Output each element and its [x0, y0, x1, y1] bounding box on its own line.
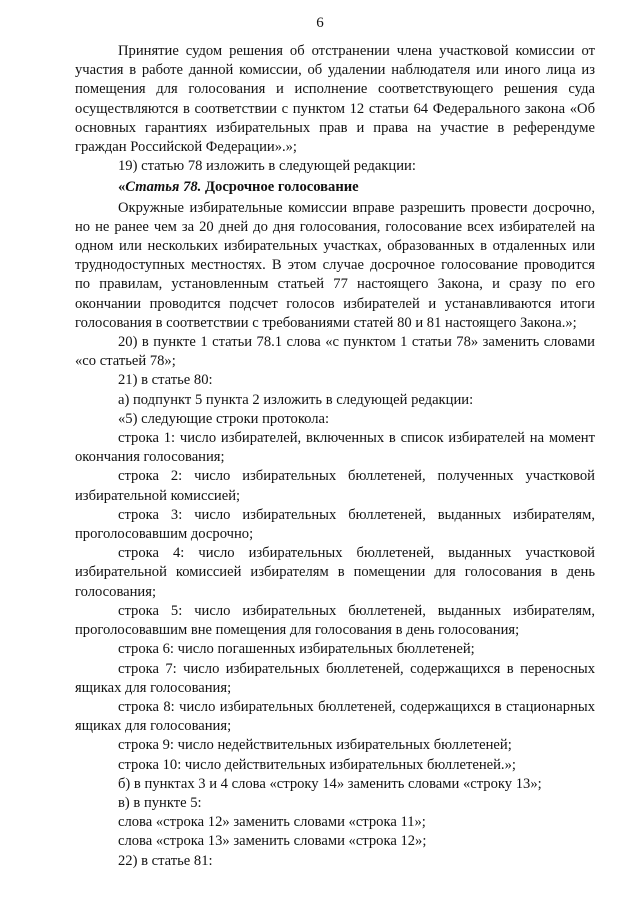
paragraph: строка 1: число избирателей, включенных в список избирателей на момент окончания голосования;	[75, 430, 595, 466]
paragraph: строка 9: число недействительных избирательных бюллетеней;	[118, 737, 512, 754]
page-number: 6	[316, 15, 324, 31]
paragraph: строка 3: число избирательных бюллетеней, выданных избирателям, проголосовавшим досрочно;	[75, 506, 595, 543]
paragraph: 19) статью 78 изложить в следующей редакции:	[118, 158, 416, 175]
paragraph: строка 2: число избирательных бюллетеней, полученных участковой избирательной комиссией;	[75, 468, 595, 504]
document-body	[75, 42, 595, 871]
paragraph: строка 8: число избирательных бюллетеней, содержащихся в стационарных ящиках для голосования;	[75, 698, 595, 735]
paragraph: слова «строка 12» заменить словами «строка 11»;	[118, 814, 426, 831]
heading-open-quote: «	[118, 179, 126, 196]
paragraph: строка 4: число избирательных бюллетеней, выданных участковой избирательной комиссией избирателям в помещении для голосования в день голосования;	[75, 545, 595, 600]
paragraph: слова «строка 13» заменить словами «строка 12»;	[118, 833, 427, 850]
paragraph: строка 5: число избирательных бюллетеней, выданных избирателям, проголосовавшим вне помещения для голосования в день голосования;	[75, 602, 595, 639]
paragraph: а) подпункт 5 пункта 2 изложить в следующей редакции:	[118, 391, 474, 408]
article-title: Досрочное голосование	[201, 179, 359, 196]
paragraph: Принятие судом решения об отстранении члена участковой комиссии от участия в работе данной комиссии, об удалении наблюдателя или иного лица из помещения для голосования и исполнение соответствующего решения суда осуществляются в соответствии с пунктом 12 статьи 64 Федерального закона «Об основных гарантиях избирательных прав и права на участие в референдуме граждан Российской Федерации».»;	[75, 43, 595, 156]
paragraph: строка 7: число избирательных бюллетеней, содержащихся в переносных ящиках для голосования;	[75, 660, 595, 696]
paragraph: 20) в пункте 1 статьи 78.1 слова «с пунктом 1 статьи 78» заменить словами «со статьей 78»;	[75, 334, 595, 370]
article-number: Статья 78.	[125, 179, 202, 196]
paragraph: строка 6: число погашенных избирательных бюллетеней;	[118, 641, 475, 658]
paragraph: Окружные избирательные комиссии вправе разрешить провести досрочно, но не ранее чем за 20 дней до дня голосования, голосование всех избирателей на одном или нескольких избирательных участках, образованных в отдаленных или труднодоступных местностях. В этом случае досрочное голосование проводится по правилам, установленным статьей 77 настоящего Закона, и сразу по его окончании проводится подсчет голосов избирателей и устанавливаются итоги голосования в соответствии с требованиями статей 80 и 81 настоящего Закона.»;	[75, 199, 595, 331]
paragraph: 22) в статье 81:	[118, 852, 213, 869]
paragraph: в) в пункте 5:	[118, 794, 202, 811]
article-heading	[75, 176, 595, 197]
paragraph: «5) следующие строки протокола:	[118, 410, 330, 427]
paragraph: строка 10: число действительных избирательных бюллетеней.»;	[118, 756, 516, 773]
paragraph: 21) в статье 80:	[118, 372, 213, 389]
paragraph: б) в пунктах 3 и 4 слова «строку 14» заменить словами «строку 13»;	[118, 775, 542, 792]
